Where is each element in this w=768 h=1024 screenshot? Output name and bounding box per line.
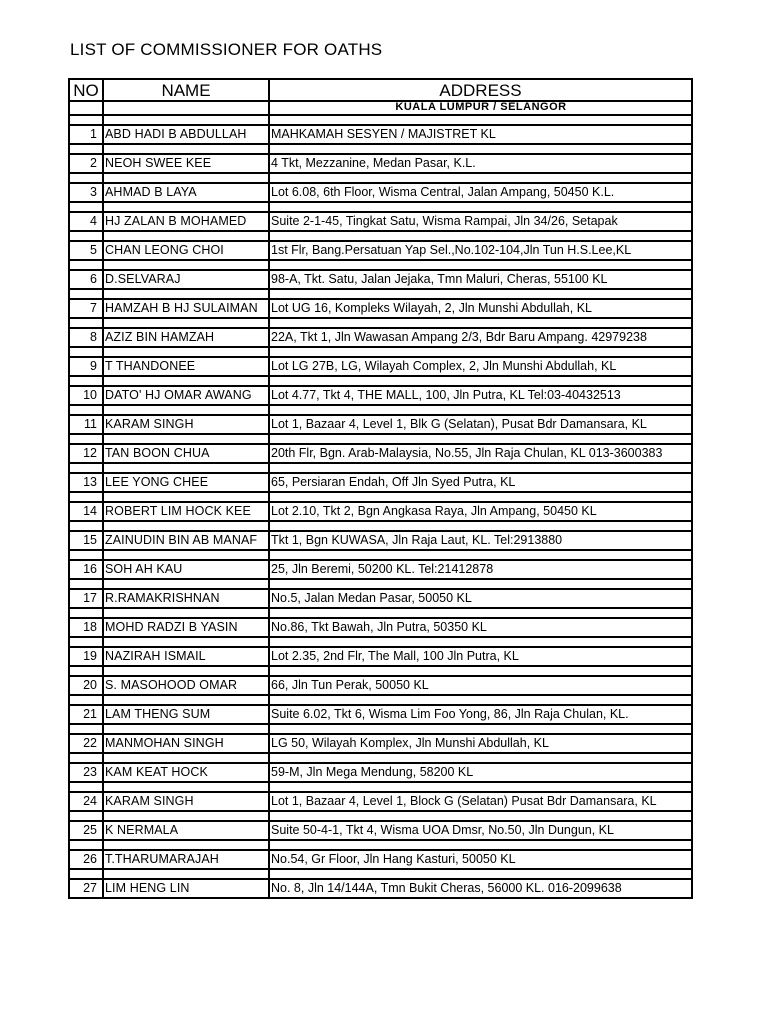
commissioner-address: Suite 50-4-1, Tkt 4, Wisma UOA Dmsr, No.50, Jln Dungun, KL: [269, 821, 692, 840]
spacer-cell: [269, 173, 692, 183]
spacer-cell: [103, 318, 269, 328]
spacer-cell: [269, 811, 692, 821]
spacer-cell: [269, 434, 692, 444]
spacer-cell: [69, 550, 103, 560]
commissioner-address: Lot 6.08, 6th Floor, Wisma Central, Jalan Ampang, 50450 K.L.: [269, 183, 692, 202]
spacer-row: [69, 260, 692, 270]
spacer-cell: [69, 405, 103, 415]
commissioner-name: ROBERT LIM HOCK KEE: [103, 502, 269, 521]
row-number: 24: [69, 792, 103, 811]
spacer-cell: [269, 840, 692, 850]
commissioner-name: MOHD RADZI B YASIN: [103, 618, 269, 637]
spacer-cell: [269, 724, 692, 734]
spacer-row: [69, 434, 692, 444]
spacer-cell: [69, 260, 103, 270]
row-number: 21: [69, 705, 103, 724]
spacer-row: [69, 231, 692, 241]
spacer-cell: [103, 289, 269, 299]
spacer-cell: [269, 405, 692, 415]
spacer-cell: [69, 666, 103, 676]
spacer-cell: [269, 347, 692, 357]
commissioner-address: Lot 1, Bazaar 4, Level 1, Blk G (Selatan), Pusat Bdr Damansara, KL: [269, 415, 692, 434]
spacer-row: [69, 869, 692, 879]
commissioner-name: LAM THENG SUM: [103, 705, 269, 724]
spacer-cell: [103, 869, 269, 879]
spacer-cell: [269, 782, 692, 792]
row-number: 6: [69, 270, 103, 289]
row-number: 5: [69, 241, 103, 260]
table-row: [69, 647, 692, 666]
commissioner-address: 98-A, Tkt. Satu, Jalan Jejaka, Tmn Maluri, Cheras, 55100 KL: [269, 270, 692, 289]
row-number: 9: [69, 357, 103, 376]
spacer-row: [69, 115, 692, 125]
commissioner-name: D.SELVARAJ: [103, 270, 269, 289]
commissioner-address: MAHKAMAH SESYEN / MAJISTRET KL: [269, 125, 692, 144]
commissioner-name: NAZIRAH ISMAIL: [103, 647, 269, 666]
spacer-row: [69, 637, 692, 647]
spacer-cell: [69, 608, 103, 618]
table-row: [69, 357, 692, 376]
spacer-row: [69, 289, 692, 299]
spacer-cell: [69, 521, 103, 531]
commissioner-name: KARAM SINGH: [103, 415, 269, 434]
spacer-cell: [69, 202, 103, 212]
spacer-row: [69, 666, 692, 676]
commissioner-address: No.54, Gr Floor, Jln Hang Kasturi, 50050 KL: [269, 850, 692, 869]
commissioner-name: SOH AH KAU: [103, 560, 269, 579]
spacer-cell: [269, 202, 692, 212]
spacer-row: [69, 463, 692, 473]
spacer-cell: [69, 637, 103, 647]
commissioner-address: No. 8, Jln 14/144A, Tmn Bukit Cheras, 56000 KL. 016-2099638: [269, 879, 692, 898]
spacer-row: [69, 318, 692, 328]
row-number: 26: [69, 850, 103, 869]
table-row: [69, 589, 692, 608]
commissioner-name: T.THARUMARAJAH: [103, 850, 269, 869]
commissioner-address: Tkt 1, Bgn KUWASA, Jln Raja Laut, KL. Tel:2913880: [269, 531, 692, 550]
spacer-cell: [103, 521, 269, 531]
spacer-cell: [103, 666, 269, 676]
table-row: [69, 792, 692, 811]
row-number: 13: [69, 473, 103, 492]
spacer-row: [69, 492, 692, 502]
commissioner-name: NEOH SWEE KEE: [103, 154, 269, 173]
spacer-cell: [69, 376, 103, 386]
row-number: 11: [69, 415, 103, 434]
spacer-cell: [103, 405, 269, 415]
row-number: 18: [69, 618, 103, 637]
row-number: 23: [69, 763, 103, 782]
spacer-cell: [69, 115, 103, 125]
row-number: 19: [69, 647, 103, 666]
spacer-cell: [69, 869, 103, 879]
table-row: [69, 676, 692, 695]
spacer-cell: [269, 637, 692, 647]
spacer-cell: [103, 782, 269, 792]
commissioner-name: AHMAD B LAYA: [103, 183, 269, 202]
commissioner-address: Suite 2-1-45, Tingkat Satu, Wisma Rampai, Jln 34/26, Setapak: [269, 212, 692, 231]
table-row: [69, 415, 692, 434]
spacer-cell: [69, 579, 103, 589]
table-row: [69, 183, 692, 202]
spacer-cell: [103, 144, 269, 154]
spacer-cell: [103, 753, 269, 763]
spacer-cell: [103, 260, 269, 270]
commissioner-name: R.RAMAKRISHNAN: [103, 589, 269, 608]
commissioner-name: LIM HENG LIN: [103, 879, 269, 898]
spacer-row: [69, 376, 692, 386]
commissioner-name: T THANDONEE: [103, 357, 269, 376]
spacer-cell: [69, 492, 103, 502]
spacer-row: [69, 144, 692, 154]
table-row: [69, 154, 692, 173]
page-title: LIST OF COMMISSIONER FOR OATHS: [70, 40, 383, 59]
commissioner-address: Lot 1, Bazaar 4, Level 1, Block G (Selatan) Pusat Bdr Damansara, KL: [269, 792, 692, 811]
spacer-row: [69, 202, 692, 212]
spacer-cell: [103, 579, 269, 589]
spacer-cell: [269, 289, 692, 299]
spacer-cell: [103, 637, 269, 647]
table-row: [69, 473, 692, 492]
commissioner-address: Lot 4.77, Tkt 4, THE MALL, 100, Jln Putra, KL Tel:03-40432513: [269, 386, 692, 405]
row-number: 16: [69, 560, 103, 579]
table-row: [69, 618, 692, 637]
spacer-cell: [103, 231, 269, 241]
spacer-cell: [103, 492, 269, 502]
spacer-cell: [69, 231, 103, 241]
commissioner-address: Suite 6.02, Tkt 6, Wisma Lim Foo Yong, 86, Jln Raja Chulan, KL.: [269, 705, 692, 724]
spacer-cell: [269, 579, 692, 589]
spacer-cell: [103, 695, 269, 705]
table-row: [69, 879, 692, 898]
commissioner-address: LG 50, Wilayah Komplex, Jln Munshi Abdullah, KL: [269, 734, 692, 753]
row-number: 3: [69, 183, 103, 202]
spacer-row: [69, 724, 692, 734]
spacer-row: [69, 405, 692, 415]
commissioner-address: 59-M, Jln Mega Mendung, 58200 KL: [269, 763, 692, 782]
spacer-cell: [269, 144, 692, 154]
table-row: [69, 850, 692, 869]
spacer-cell: [69, 434, 103, 444]
table-row: [69, 531, 692, 550]
spacer-cell: [269, 231, 692, 241]
region-no-cell: [69, 101, 103, 115]
table-row: [69, 705, 692, 724]
spacer-cell: [69, 782, 103, 792]
commissioner-address: 1st Flr, Bang.Persatuan Yap Sel.,No.102-104,Jln Tun H.S.Lee,KL: [269, 241, 692, 260]
spacer-cell: [269, 463, 692, 473]
row-number: 22: [69, 734, 103, 753]
commissioner-address: 65, Persiaran Endah, Off Jln Syed Putra, KL: [269, 473, 692, 492]
spacer-cell: [69, 289, 103, 299]
spacer-cell: [69, 840, 103, 850]
spacer-cell: [69, 173, 103, 183]
spacer-cell: [269, 695, 692, 705]
spacer-cell: [103, 724, 269, 734]
spacer-cell: [69, 811, 103, 821]
spacer-row: [69, 550, 692, 560]
table-row: [69, 444, 692, 463]
row-number: 8: [69, 328, 103, 347]
spacer-cell: [103, 115, 269, 125]
spacer-row: [69, 521, 692, 531]
table-row: [69, 212, 692, 231]
commissioner-address: Lot LG 27B, LG, Wilayah Complex, 2, Jln Munshi Abdullah, KL: [269, 357, 692, 376]
spacer-row: [69, 347, 692, 357]
table-row: [69, 502, 692, 521]
spacer-row: [69, 811, 692, 821]
header-address: ADDRESS: [269, 79, 692, 101]
spacer-row: [69, 840, 692, 850]
row-number: 1: [69, 125, 103, 144]
table-row: [69, 299, 692, 318]
table-row: [69, 241, 692, 260]
row-number: 10: [69, 386, 103, 405]
spacer-cell: [103, 434, 269, 444]
spacer-cell: [103, 173, 269, 183]
spacer-cell: [69, 753, 103, 763]
commissioner-address: No.5, Jalan Medan Pasar, 50050 KL: [269, 589, 692, 608]
row-number: 17: [69, 589, 103, 608]
commissioner-name: K NERMALA: [103, 821, 269, 840]
spacer-cell: [269, 521, 692, 531]
row-number: 14: [69, 502, 103, 521]
spacer-cell: [269, 318, 692, 328]
table-row: [69, 386, 692, 405]
spacer-cell: [269, 666, 692, 676]
table-row: [69, 560, 692, 579]
row-number: 20: [69, 676, 103, 695]
commissioner-address: 25, Jln Beremi, 50200 KL. Tel:21412878: [269, 560, 692, 579]
commissioner-address: Lot UG 16, Kompleks Wilayah, 2, Jln Munshi Abdullah, KL: [269, 299, 692, 318]
commissioner-name: TAN BOON CHUA: [103, 444, 269, 463]
row-number: 27: [69, 879, 103, 898]
spacer-cell: [103, 811, 269, 821]
spacer-cell: [269, 376, 692, 386]
commissioner-name: AZIZ BIN HAMZAH: [103, 328, 269, 347]
row-number: 4: [69, 212, 103, 231]
spacer-cell: [269, 608, 692, 618]
spacer-cell: [269, 492, 692, 502]
commissioner-name: HAMZAH B HJ SULAIMAN: [103, 299, 269, 318]
row-number: 25: [69, 821, 103, 840]
commissioner-name: DATO' HJ OMAR AWANG: [103, 386, 269, 405]
commissioner-name: MANMOHAN SINGH: [103, 734, 269, 753]
commissioner-address: 66, Jln Tun Perak, 50050 KL: [269, 676, 692, 695]
commissioner-name: ABD HADI B ABDULLAH: [103, 125, 269, 144]
commissioner-name: ZAINUDIN BIN AB MANAF: [103, 531, 269, 550]
spacer-cell: [103, 550, 269, 560]
commissioner-address: 22A, Tkt 1, Jln Wawasan Ampang 2/3, Bdr Baru Ampang. 42979238: [269, 328, 692, 347]
commissioner-name: KARAM SINGH: [103, 792, 269, 811]
spacer-row: [69, 579, 692, 589]
commissioner-name: HJ ZALAN B MOHAMED: [103, 212, 269, 231]
spacer-cell: [69, 144, 103, 154]
spacer-cell: [69, 318, 103, 328]
spacer-row: [69, 782, 692, 792]
spacer-cell: [103, 840, 269, 850]
region-name-cell: [103, 101, 269, 115]
table-row: [69, 734, 692, 753]
table-row: [69, 270, 692, 289]
commissioner-table: [68, 78, 693, 899]
row-number: 12: [69, 444, 103, 463]
row-number: 15: [69, 531, 103, 550]
spacer-row: [69, 695, 692, 705]
row-number: 7: [69, 299, 103, 318]
commissioner-address: No.86, Tkt Bawah, Jln Putra, 50350 KL: [269, 618, 692, 637]
spacer-cell: [69, 347, 103, 357]
header-row: [69, 79, 692, 101]
spacer-row: [69, 608, 692, 618]
spacer-cell: [269, 550, 692, 560]
table-row: [69, 125, 692, 144]
spacer-cell: [69, 695, 103, 705]
table-row: [69, 821, 692, 840]
spacer-cell: [103, 608, 269, 618]
spacer-row: [69, 173, 692, 183]
commissioner-name: CHAN LEONG CHOI: [103, 241, 269, 260]
header-no: NO: [69, 79, 103, 101]
spacer-cell: [69, 463, 103, 473]
spacer-row: [69, 753, 692, 763]
spacer-cell: [103, 376, 269, 386]
spacer-cell: [269, 753, 692, 763]
spacer-cell: [69, 724, 103, 734]
commissioner-address: 4 Tkt, Mezzanine, Medan Pasar, K.L.: [269, 154, 692, 173]
table-row: [69, 763, 692, 782]
spacer-cell: [269, 869, 692, 879]
commissioner-name: KAM KEAT HOCK: [103, 763, 269, 782]
spacer-cell: [269, 260, 692, 270]
header-name: NAME: [103, 79, 269, 101]
commissioner-name: LEE YONG CHEE: [103, 473, 269, 492]
commissioner-address: 20th Flr, Bgn. Arab-Malaysia, No.55, Jln Raja Chulan, KL 013-3600383: [269, 444, 692, 463]
commissioner-address: Lot 2.10, Tkt 2, Bgn Angkasa Raya, Jln Ampang, 50450 KL: [269, 502, 692, 521]
commissioner-name: S. MASOHOOD OMAR: [103, 676, 269, 695]
region-label: KUALA LUMPUR / SELANGOR: [269, 101, 692, 115]
row-number: 2: [69, 154, 103, 173]
table-row: [69, 328, 692, 347]
spacer-cell: [269, 115, 692, 125]
commissioner-address: Lot 2.35, 2nd Flr, The Mall, 100 Jln Putra, KL: [269, 647, 692, 666]
spacer-cell: [103, 347, 269, 357]
region-row: [69, 101, 692, 115]
spacer-cell: [103, 202, 269, 212]
spacer-cell: [103, 463, 269, 473]
